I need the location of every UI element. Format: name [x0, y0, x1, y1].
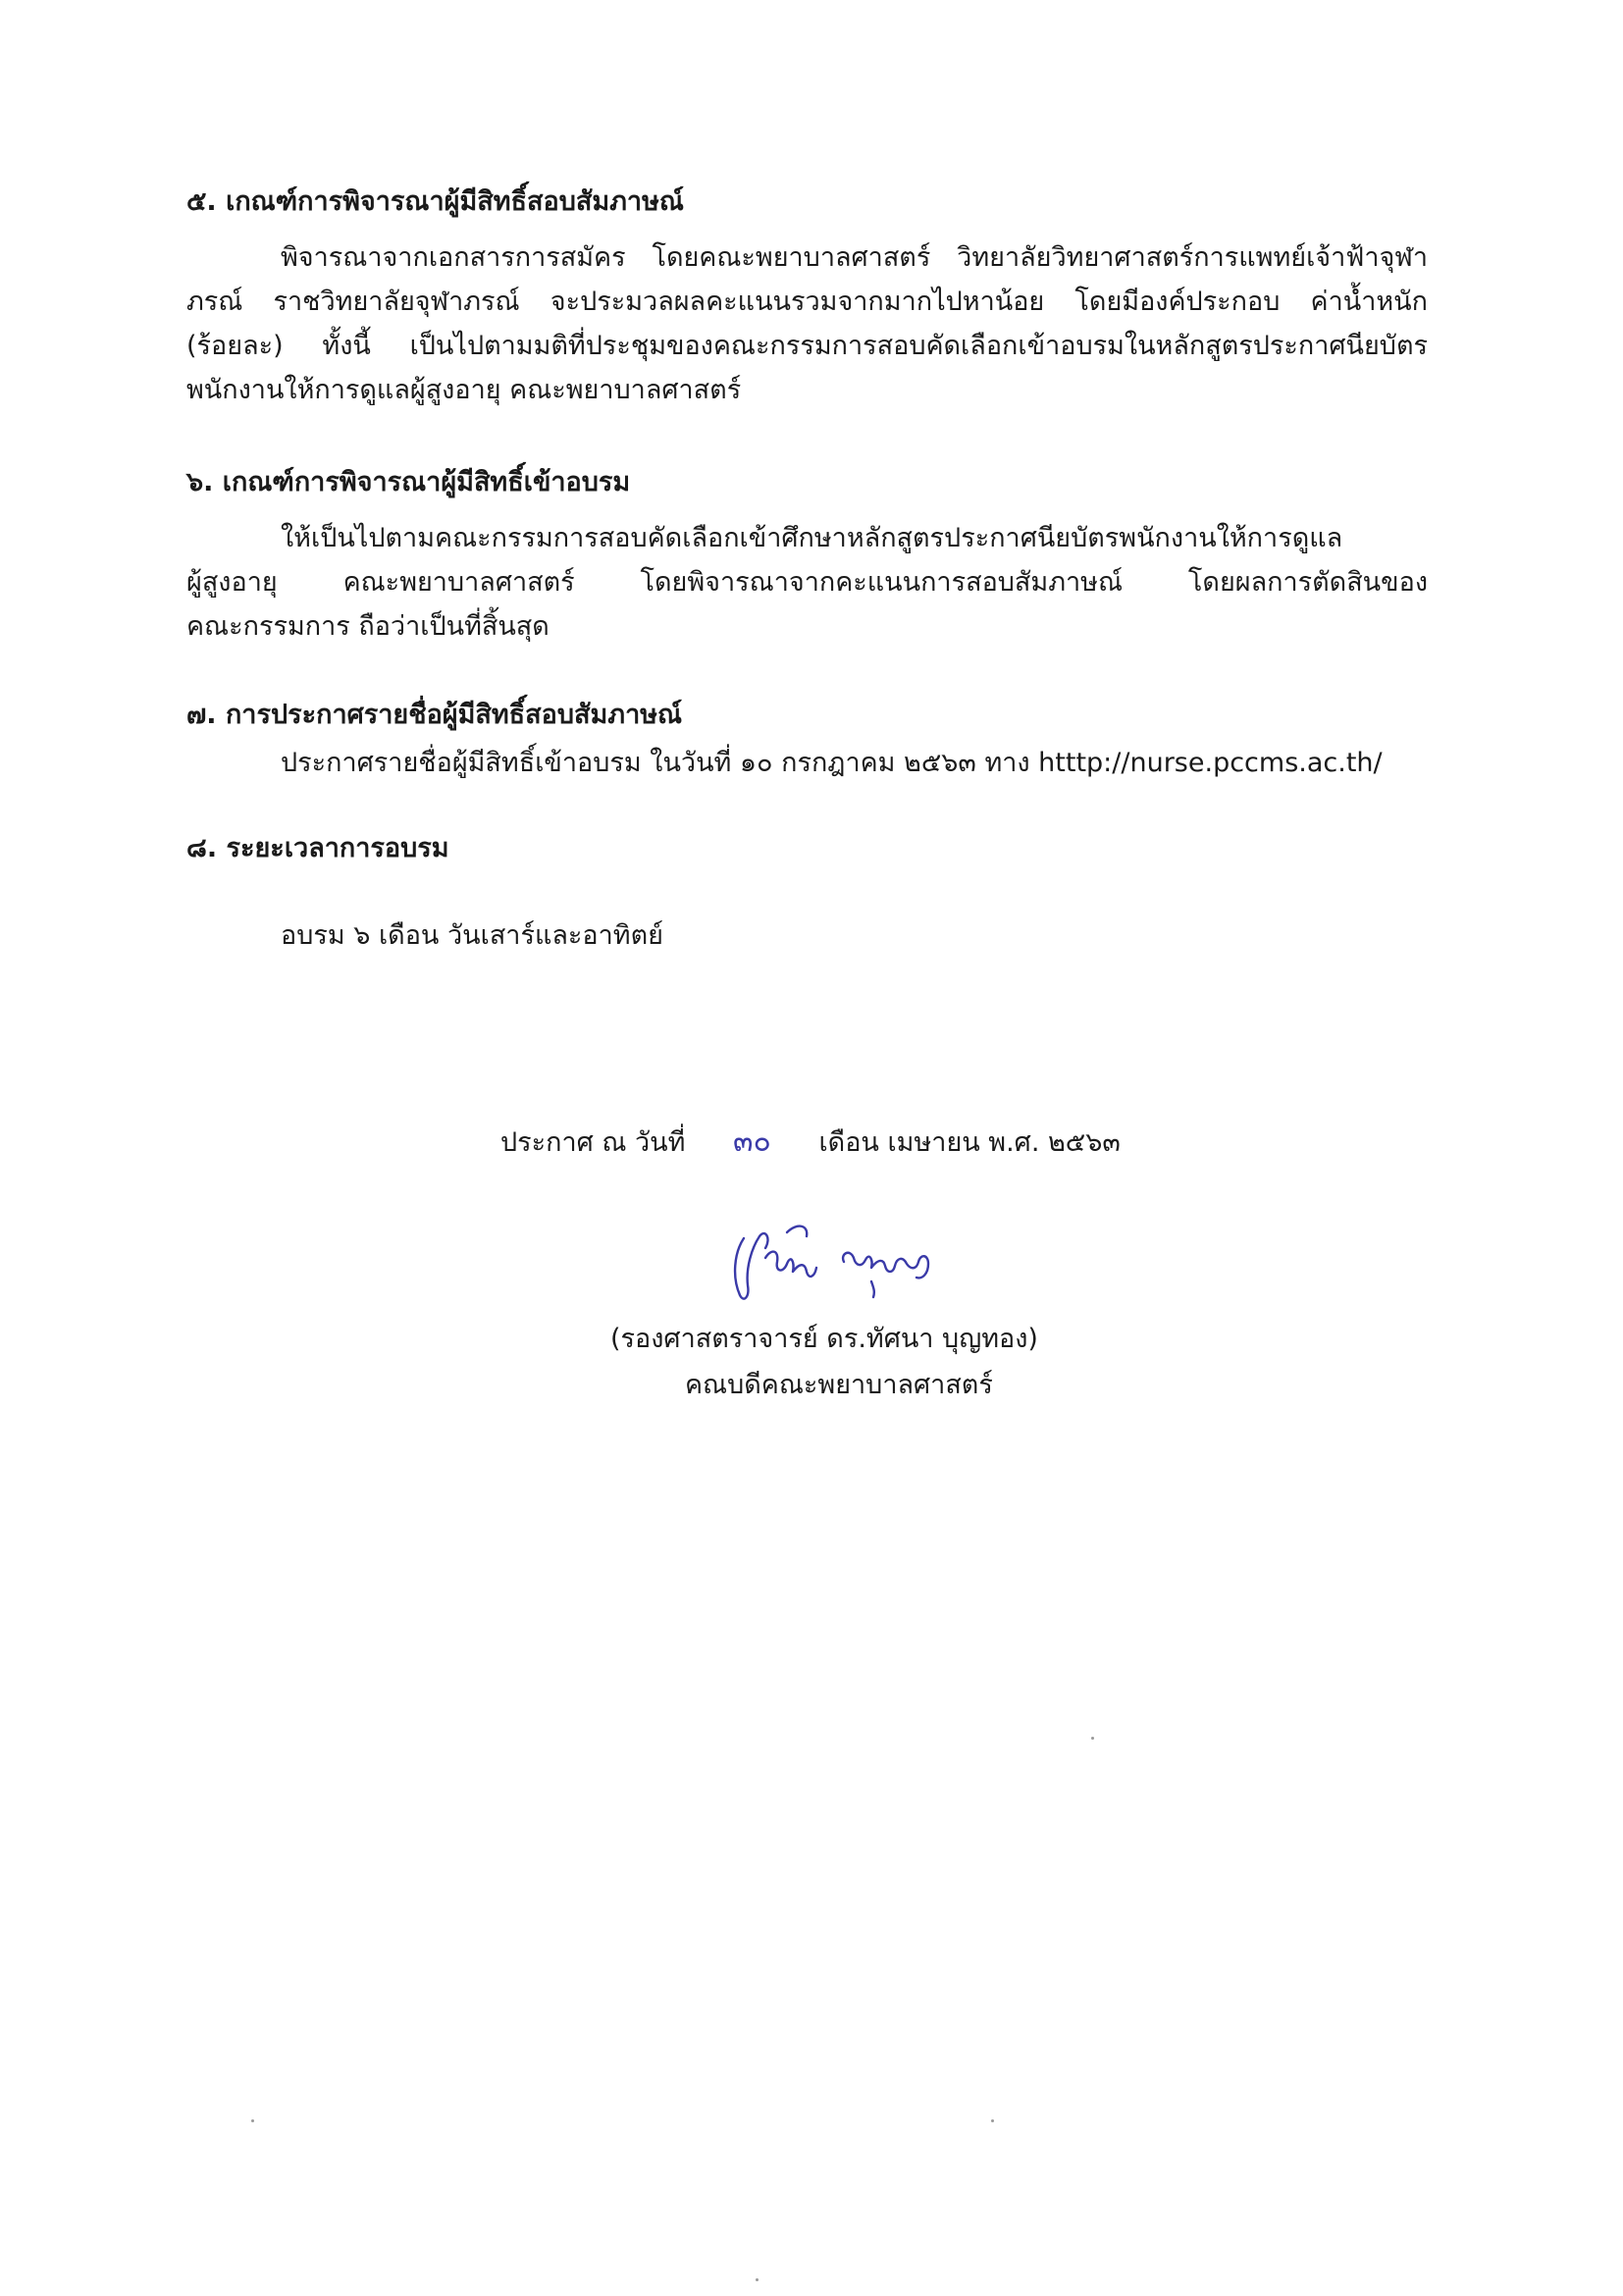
section-6: [186, 463, 1428, 649]
signatory-name: (รองศาสตราจารย์ ดร.ทัศนา บุญทอง): [610, 1324, 1038, 1354]
scan-speck: [251, 2119, 254, 2122]
section-5: [186, 183, 1428, 412]
section-5-line-1: พิจารณาจากเอกสารการสมัคร โดยคณะพยาบาลศาสตร์ วิทยาลัยวิทยาศาสตร์การแพทย์เจ้าฟ้าจุฬา: [281, 242, 1428, 273]
section-8: [186, 829, 1428, 958]
scan-speck: [756, 2278, 759, 2281]
scan-speck: [1091, 1737, 1094, 1740]
announcement-prefix: ประกาศ ณ วันที่: [500, 1127, 686, 1158]
announcement-day: ๓๐: [733, 1124, 771, 1159]
section-5-line-2: ภรณ์ ราชวิทยาลัยจุฬาภรณ์ จะประมวลผลคะแนนรวมจากมากไปหาน้อย โดยมีองค์ประกอบ ค่าน้ำหนัก: [186, 287, 1428, 317]
section-7-body: [186, 741, 1428, 785]
section-5-line-3: (ร้อยละ) ทั้งนี้ เป็นไปตามมติที่ประชุมของคณะกรรมการสอบคัดเลือกเข้าอบรมในหลักสูตรประกาศนียบัตร: [186, 331, 1428, 361]
section-8-heading: ๘. ระยะเวลาการอบรม: [186, 833, 449, 863]
signatory-position: คณบดีคณะพยาบาลศาสตร์: [685, 1370, 993, 1400]
section-5-line-4: พนักงานให้การดูแลผู้สูงอายุ คณะพยาบาลศาสตร์: [186, 375, 742, 405]
section-7-heading: ๗. การประกาศรายชื่อผู้มีสิทธิ์สอบสัมภาษณ์: [186, 700, 683, 730]
announcement-line: [500, 1122, 1121, 1163]
handwritten-signature: [726, 1209, 991, 1317]
announcement-suffix: เดือน เมษายน พ.ศ. ๒๕๖๓: [818, 1127, 1121, 1158]
section-8-body: [186, 913, 1428, 958]
section-5-body: [186, 235, 1428, 412]
section-6-line-2: ผู้สูงอายุ คณะพยาบาลศาสตร์ โดยพิจารณาจากคะแนนการสอบสัมภาษณ์ โดยผลการตัดสินของ: [186, 567, 1428, 598]
section-7-line-1: ประกาศรายชื่อผู้มีสิทธิ์เข้าอบรม ในวันที่ ๑๐ กรกฎาคม ๒๕๖๓ ทาง htttp://nurse.pccms.ac.th/: [281, 748, 1383, 778]
section-6-body: [186, 516, 1428, 649]
section-8-line-1: อบรม ๖ เดือน วันเสาร์และอาทิตย์: [281, 920, 663, 951]
section-6-line-1: ให้เป็นไปตามคณะกรรมการสอบคัดเลือกเข้าศึกษาหลักสูตรประกาศนียบัตรพนักงานให้การดูแล: [281, 523, 1343, 553]
section-6-heading: ๖. เกณฑ์การพิจารณาผู้มีสิทธิ์เข้าอบรม: [186, 467, 631, 497]
section-7: [186, 696, 1428, 785]
section-5-heading: ๕. เกณฑ์การพิจารณาผู้มีสิทธิ์สอบสัมภาษณ์: [186, 186, 684, 217]
scan-speck: [991, 2119, 994, 2122]
section-6-line-3: คณะกรรมการ ถือว่าเป็นที่สิ้นสุด: [186, 611, 550, 642]
